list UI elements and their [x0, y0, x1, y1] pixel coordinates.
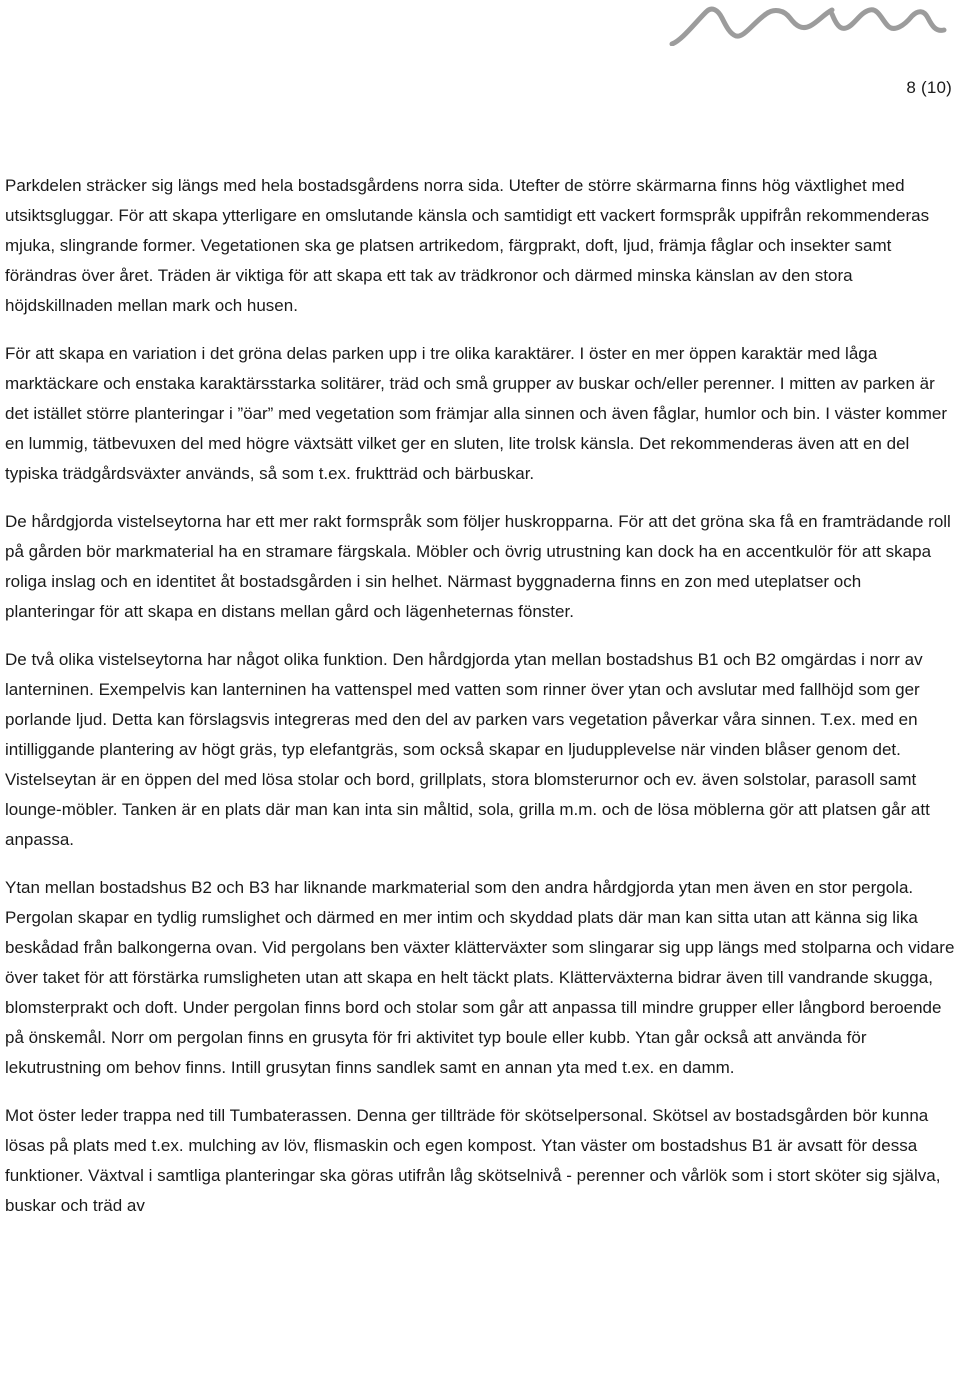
paragraph-maintenance: Mot öster leder trappa ned till Tumbaterassen. Denna ger tillträde för skötselpersonal. Skötsel av bostadsgården bör kunna lösas på plats med t.ex. mulching av löv, flismaskin och egen kompost. Ytan väster om bostadshus B1 är avsatt för dessa funktioner. Växtval i samtliga planteringar ska göras utifrån låg skötselnivå - perenner och vårlök som i stort sköter sig själva, buskar och träd av	[5, 1106, 941, 1215]
paragraph-pergola: Ytan mellan bostadshus B2 och B3 har liknande markmaterial som den andra hårdgjorda ytan men även en stor pergola. Pergolan skapar en tydlig rumslighet och därmed en mer intim och skyddad plats där man kan sitta utan att känna sig lika beskådad från balkongerna ovan. Vid pergolans ben växter klätterväxter som slingarar sig upp längs med stolparna och vidare över taket för att förstärka rumsligheten utan att skapa en helt täckt plats. Klätterväxterna bidrar även till vandrande skugga, blomsterprakt och doft. Under pergolan finns bord och stolar som går att anpassa till mindre grupper eller långbord beroende på önskemål. Norr om pergolan finns en grusyta för fri aktivitet typ boule eller kubb. Ytan går också att använda för lekutrustning om behov finns. Intill grusytan finns sandlek samt en annan yta med t.ex. en damm.	[5, 878, 955, 1077]
paragraph-hard-surfaces: De hårdgjorda vistelseytorna har ett mer rakt formspråk som följer huskropparna. För att det gröna ska få en framträdande roll på gården bör markmaterial ha en stramare färgskala. Möbler och övrig utrustning kan dock ha en accentkulör för att skapa roliga inslag och en identitet åt bostadsgården i sin helhet. Närmast byggnaderna finns en zon med uteplatser och planteringar för att skapa en distans mellan gård och lägenheternas fönster.	[5, 512, 951, 621]
paragraph-two-areas: De två olika vistelseytorna har något olika funktion. Den hårdgjorda ytan mellan bostadshus B1 och B2 omgärdas i norr av lanterninen. Exempelvis kan lanterninen ha vattenspel med vatten som rinner över ytan och avslutar med fallhöjd som ger porlande ljud. Detta kan förslagsvis integreras med den del av parken vars vegetation påverkar våra sinnen. T.ex. med en intilliggande plantering av högt gräs, typ elefantgräs, som också skapar en ljudupplevelse när vinden blåser genom det. Vistelseytan är en öppen del med lösa stolar och bord, grillplats, stora blomsterurnor och ev. även solstolar, parasoll samt lounge-möbler. Tanken är en plats där man kan inta sin måltid, sola, grilla m.m. och de lösa möblerna gör att platsen går att anpassa.	[5, 650, 930, 849]
document-body	[5, 171, 955, 1239]
paragraph-variation: För att skapa en variation i det gröna delas parken upp i tre olika karaktärer. I öster en mer öppen karaktär med låga marktäckare och enstaka karaktärsstarka solitärer, träd och små grupper av buskar och/eller perenner. I mitten av parken är det istället större planteringar i ”öar” med vegetation som främjar alla sinnen och även fåglar, humlor och bin. I väster kommer en lummig, tätbevuxen del med högre växtsätt vilket ger en sluten, lite trolsk känsla. Det rekommenderas även att en del typiska trädgårdsväxter används, så som t.ex. fruktträd och bärbuskar.	[5, 344, 948, 483]
paragraph-park: Parkdelen sträcker sig längs med hela bostadsgårdens norra sida. Utefter de större skärmarna finns hög växtlighet med utsiktsgluggar. För att skapa ytterligare en omslutande känsla och samtidigt ett vackert formspråk uppifrån rekommenderas mjuka, slingrande former. Vegetationen ska ge platsen artrikedom, färgprakt, doft, ljud, främja fåglar och insekter samt förändras över året. Träden är viktiga för att skapa ett tak av trädkronor och därmed minska känslan av den stora höjdskillnaden mellan mark och husen.	[5, 176, 930, 315]
wave-logo-icon	[660, 0, 960, 46]
page-number: 8 (10)	[906, 78, 952, 97]
